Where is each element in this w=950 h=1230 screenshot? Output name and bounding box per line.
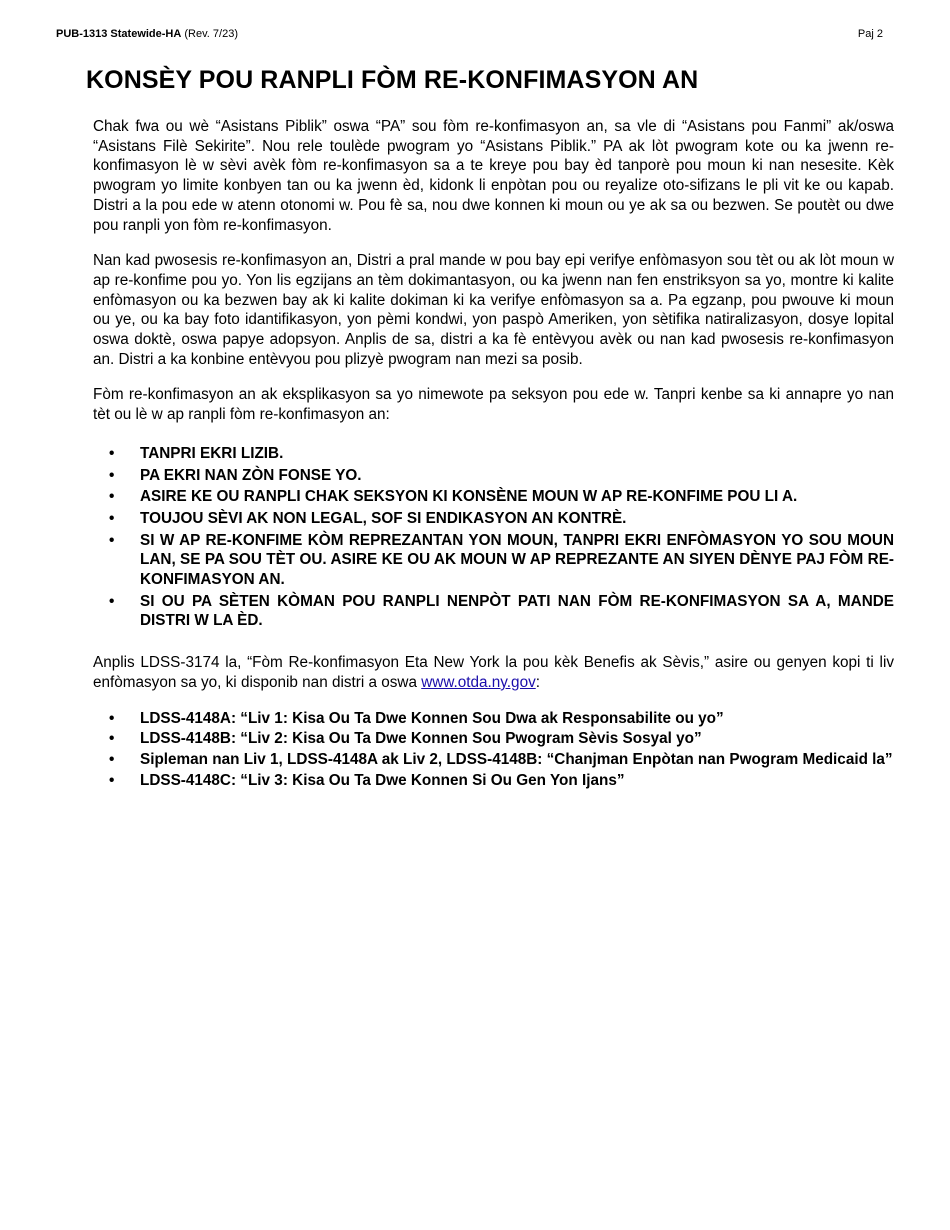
document-body	[93, 117, 894, 791]
bullet-icon: •	[109, 730, 115, 748]
paragraph-booklets-intro	[93, 653, 894, 692]
bullet-icon: •	[109, 531, 115, 549]
booklet-text: LDSS-4148B: “Liv 2: Kisa Ou Ta Dwe Konnen Sou Pwogram Sèvis Sosyal yo”	[140, 730, 702, 748]
booklet-item	[93, 709, 894, 729]
form-code: PUB-1313 Statewide-HA	[56, 28, 182, 40]
bullet-icon: •	[109, 592, 115, 610]
booklet-text: Sipleman nan Liv 1, LDSS-4148A ak Liv 2, LDSS-4148B: “Chanjman Enpòtan nan Pwogram Medicaid la”	[140, 750, 893, 768]
bullet-icon: •	[109, 444, 115, 462]
booklet-item	[93, 750, 894, 770]
booklet-text: LDSS-4148A: “Liv 1: Kisa Ou Ta Dwe Konnen Sou Dwa ak Responsabilite ou yo”	[140, 709, 724, 727]
instruction-text: SI W AP RE-KONFIME KÒM REPREZANTAN YON MOUN, TANPRI EKRI ENFÒMASYON YO SOU MOUN LAN, SE PA SOU TÈT OU. ASIRE KE OU AK MOUN W AP REPREZANTE AN SIYEN DÈNYE PAJ FÒM RE-KONFIMASYON AN.	[140, 531, 894, 589]
instruction-text: TOUJOU SÈVI AK NON LEGAL, SOF SI ENDIKASYON AN KONTRÈ.	[140, 509, 627, 527]
instruction-item	[93, 592, 894, 631]
bullet-icon: •	[109, 709, 115, 727]
form-identifier	[56, 28, 238, 40]
paragraph-public-assistance: Chak fwa ou wè “Asistans Piblik” oswa “PA” sou fòm re-konfimasyon an, sa vle di “Asistans pou Fanmi” ak/oswa “Asistans Filè Sekirite”. Nou rele toulède pwogram yo “Asistans Piblik.” PA ak lòt pwogram kote ou ka jwenn re-konfimasyon lè w sèvi avèk fòm re-konfimasyon sa a te kreye pou bay èd tanporè pou moun ki nan nesesite. Kèk pwogram yo limite konbyen tan ou ka jwenn èd, kidonk li enpòtan pou ou reyalize oto-sifizans le pli vit ke ou kapab. Distri a la pou ede w atenn otonomi w. Pou fè sa, nou dwe konnen ki moun ou ye ak sa ou bezwen. Se poutèt ou dwe pou ranpli yon fòm re-konfimasyon.	[93, 118, 894, 234]
instruction-item	[93, 509, 894, 529]
instruction-item	[93, 531, 894, 590]
bullet-icon: •	[109, 771, 115, 789]
instruction-list	[93, 444, 894, 631]
instruction-item	[93, 466, 894, 486]
page-number: Paj 2	[857, 28, 883, 40]
booklets-intro-suffix: :	[535, 673, 540, 691]
booklets-intro-text: Anplis LDSS-3174 la, “Fòm Re-konfimasyon Eta New York la pou kèk Benefis ak Sèvis,” asire ou genyen kopi ti liv enfòmasyon sa yo, ki disponib nan distri a oswa	[93, 654, 894, 691]
instruction-text: TANPRI EKRI LIZIB.	[140, 444, 284, 462]
bullet-icon: •	[109, 466, 115, 484]
bullet-icon: •	[109, 488, 115, 506]
booklet-text: LDSS-4148C: “Liv 3: Kisa Ou Ta Dwe Konnen Si Ou Gen Yon Ijans”	[140, 771, 625, 789]
booklet-item	[93, 771, 894, 791]
instruction-item	[93, 444, 894, 464]
bullet-icon: •	[109, 750, 115, 768]
form-revision: (Rev. 7/23)	[184, 28, 238, 40]
page-header	[56, 28, 883, 44]
booklet-item	[93, 729, 894, 749]
document-title: KONSÈY POU RANPLI FÒM RE-KONFIMASYON AN	[86, 66, 699, 94]
instruction-text: PA EKRI NAN ZÒN FONSE YO.	[140, 466, 362, 484]
instruction-text: ASIRE KE OU RANPLI CHAK SEKSYON KI KONSÈNE MOUN W AP RE-KONFIME POU LI A.	[140, 488, 798, 506]
paragraph-recertification-process: Nan kad pwosesis re-konfimasyon an, Distri a pral mande w pou bay epi verifye enfòmasyon sou tèt ou ak lòt moun w ap re-konfime pou yo. Yon lis egzijans an tèm dokimantasyon, ou ka jwenn nan fen enstriksyon sa yo, montre ki kalite enfòmasyon ou ka bezwen bay ak ki kalite dokiman ki ka verifye enfòmasyon sa a. Pa egzanp, pou pwouve ki moun ou ye, ou ka bay foto idantifikasyon, yon pèmi kondwi, yon paspò Ameriken, yon sètifika natiralizasyon, dosye lopital oswa doktè, oswa papye adopsyon. Anplis de sa, distri a ka fè entèvyou avèk ou nan kad pwosesis re-konfimasyon an. Distri a ka konbine entèvyou pou plizyè pwogram nan mezi sa posib.	[93, 252, 894, 368]
instruction-item	[93, 487, 894, 507]
booklet-list	[93, 709, 894, 791]
paragraph-form-sections: Fòm re-konfimasyon an ak eksplikasyon sa yo nimewote pa seksyon pou ede w. Tanpri kenbe sa ki annapre yo nan tèt ou lè w ap ranpli fòm re-konfimasyon an:	[93, 386, 894, 424]
bullet-icon: •	[109, 509, 115, 527]
instruction-text: SI OU PA SÈTEN KÒMAN POU RANPLI NENPÒT PATI NAN FÒM RE-KONFIMASYON SA A, MANDE DISTRI W LA ÈD.	[140, 592, 894, 630]
otda-website-link[interactable]: www.otda.ny.gov	[421, 673, 536, 691]
